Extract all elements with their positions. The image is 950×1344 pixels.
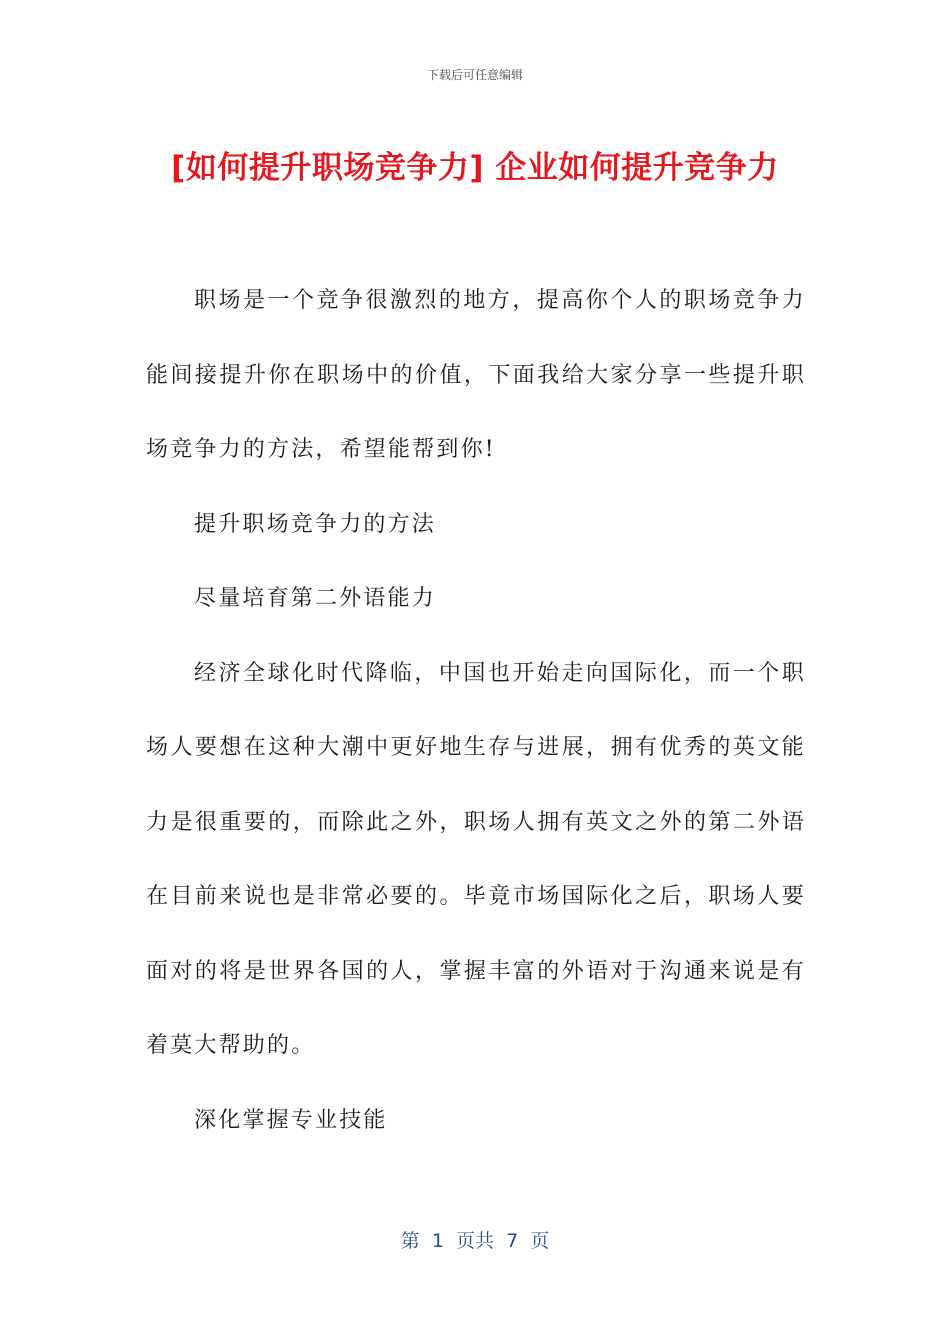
- subheading-professional-skills: 深化掌握专业技能: [194, 1107, 388, 1133]
- subheading-second-language: 尽量培育第二外语能力: [194, 586, 437, 611]
- page-header-note: 下载后可任意编辑: [426, 68, 523, 82]
- document-body: [146, 264, 806, 1158]
- document-title: [如何提升职场竞争力] 企业如何提升竞争力: [171, 150, 779, 186]
- page-number-footer: 第 1 页共 7 页: [400, 1230, 550, 1252]
- paragraph-second-language: 经济全球化时代降临，中国也开始走向国际化，而一个职场人要想在这种大潮中更好地生存与进展，拥有优秀的英文能力是很重要的，而除此之外，职场人拥有英文之外的第二外语在目前来说也是非常必要的。毕竟市场国际化之后，职场人要面对的将是世界各国的人，掌握丰富的外语对于沟通来说是有着莫大帮助的。: [146, 660, 806, 1058]
- section-heading-methods: 提升职场竞争力的方法: [194, 511, 437, 537]
- intro-paragraph: 职场是一个竞争很激烈的地方，提高你个人的职场竞争力能间接提升你在职场中的价值，下面我给大家分享一些提升职场竞争力的方法，希望能帮到你!: [146, 288, 806, 462]
